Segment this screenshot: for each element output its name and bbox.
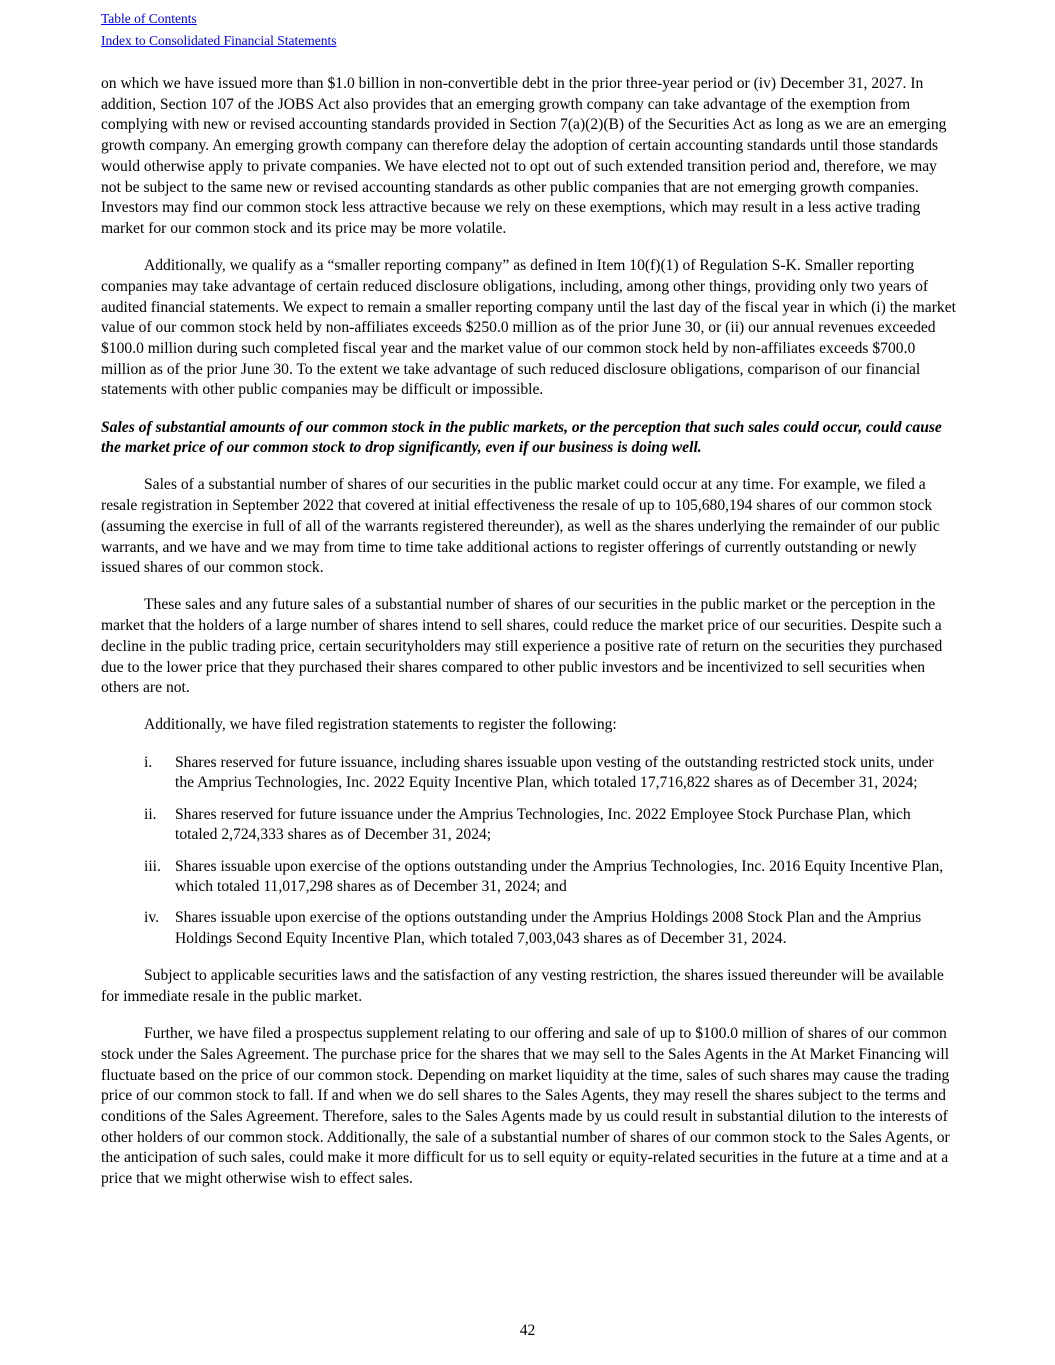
- risk-factor-heading: Sales of substantial amounts of our common stock in the public markets, or the perception that such sales could occur, could cause the market price of our common stock to drop significantly, even if our business is doing well.: [101, 418, 942, 457]
- list-item-text: Shares reserved for future issuance, including shares issuable upon vesting of the outstanding restricted stock units, under the Amprius Technologies, Inc. 2022 Equity Incentive Plan, which totaled 17,716,822 shares as of December 31, 2024;: [175, 753, 934, 792]
- paragraph-resale-registration: Sales of a substantial number of shares of our securities in the public market could occur at any time. For example, we filed a resale registration in September 2022 that covered at initial effectiveness the resale of up to 105,680,194 shares of our common stock (assuming the exercise in full of all of the warrants registered thereunder), as well as the shares underlying the remainder of our public warrants, and we have and we may from time to time take additional actions to register offerings of currently outstanding or newly issued shares of our common stock.: [101, 476, 940, 577]
- index-financial-statements-link[interactable]: Index to Consolidated Financial Statements: [101, 33, 337, 48]
- paragraph-future-sales: These sales and any future sales of a substantial number of shares of our securities in the public market or the perception in the market that the holders of a large number of shares intend to sell shares, could reduce the market price of our securities. Despite such a decline in the public trading price, certain securityholders may still experience a positive rate of return on the securities they purchased due to the lower price that they purchased their shares compared to other public investors and be incentivized to sell securities when others are not.: [101, 596, 943, 697]
- list-item-text: Shares issuable upon exercise of the options outstanding under the Amprius Technologies, Inc. 2016 Equity Incentive Plan, which totaled 11,017,298 shares as of December 31, 2024; and: [175, 857, 944, 896]
- list-item: [101, 805, 956, 846]
- list-item-number: ii.: [144, 805, 157, 823]
- list-item-number: iv.: [144, 909, 160, 927]
- list-item: [101, 753, 956, 794]
- list-item-text: Shares issuable upon exercise of the options outstanding under the Amprius Holdings 2008 Stock Plan and the Amprius Holdings Second Equity Incentive Plan, which totaled 7,003,043 shares as of December 31, 2024.: [175, 909, 922, 948]
- table-of-contents-link[interactable]: Table of Contents: [101, 11, 197, 26]
- paragraph-prospectus-supplement: Further, we have filed a prospectus supplement relating to our offering and sale of up to $100.0 million of shares of our common stock under the Sales Agreement. The purchase price for the shares that we may sell to the Sales Agents in the At Market Financing will fluctuate based on the price of our common stock. Depending on market liquidity at the time, sales of such shares may cause the trading price of our common stock to fall. If and when we do sell shares to the Sales Agents, they may resell the shares subject to the terms and conditions of the Sales Agreement. Therefore, sales to the Sales Agents made by us could result in substantial dilution to the interests of other holders of our common stock. Additionally, the sale of a substantial number of shares of our common stock to the Sales Agents, or the anticipation of such sales, could make it more difficult for us to sell equity or equity-related securities in the future at a time and at a price that we might otherwise wish to effect sales.: [101, 1025, 950, 1188]
- paragraph-smaller-reporting: Additionally, we qualify as a “smaller reporting company” as defined in Item 10(f)(1) of Regulation S-K. Smaller reporting companies may take advantage of certain reduced disclosure obligations, including, among other things, providing only two years of audited financial statements. We expect to remain a smaller reporting company until the last day of the fiscal year in which (i) the market value of our common stock held by non-affiliates exceeds $250.0 million as of the prior June 30, or (ii) our annual revenues exceeded $100.0 million during such completed fiscal year and the market value of our common stock held by non-affiliates exceeds $700.0 million as of the prior June 30. To the extent we take advantage of such reduced disclosure obligations, comparison of our financial statements with other public companies may be difficult or impossible.: [101, 257, 956, 399]
- document-body: [101, 74, 956, 1206]
- list-item: [101, 857, 956, 898]
- paragraph-resale-availability: Subject to applicable securities laws and the satisfaction of any vesting restriction, the shares issued thereunder will be available for immediate resale in the public market.: [101, 967, 944, 1006]
- list-item-number: i.: [144, 753, 153, 771]
- paragraph-registration-intro: Additionally, we have filed registration statements to register the following:: [144, 716, 617, 734]
- list-item-text: Shares reserved for future issuance under the Amprius Technologies, Inc. 2022 Employee Stock Purchase Plan, which totaled 2,724,333 shares as of December 31, 2024;: [175, 805, 911, 844]
- top-navigation: [101, 8, 336, 52]
- paragraph-emerging-growth: on which we have issued more than $1.0 billion in non-convertible debt in the prior three-year period or (iv) December 31, 2027. In addition, Section 107 of the JOBS Act also provides that an emerging growth company can take advantage of the exemption from complying with new or revised accounting standards provided in Section 7(a)(2)(B) of the Securities Act as long as we are an emerging growth company. An emerging growth company can therefore delay the adoption of certain accounting standards until those standards would otherwise apply to private companies. We have elected not to opt out of such extended transition period and, therefore, we may not be subject to the same new or revised accounting standards as other public companies that are not emerging growth companies. Investors may find our common stock less attractive because we rely on these exemptions, which may result in a less active trading market for our common stock and its price may be more volatile.: [101, 75, 947, 237]
- list-item-number: iii.: [144, 857, 161, 875]
- list-item: [101, 908, 956, 949]
- page-number: 42: [519, 1322, 536, 1339]
